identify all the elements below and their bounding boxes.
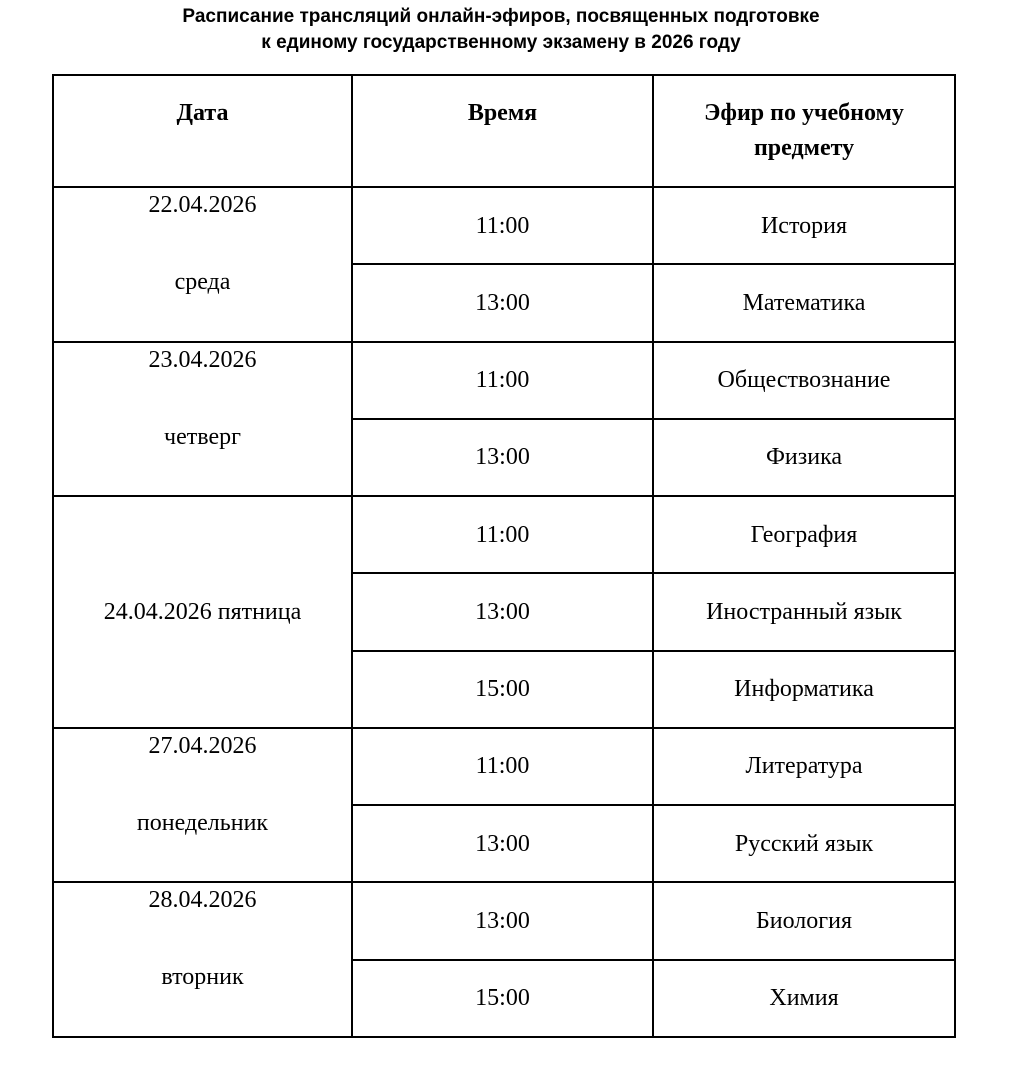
time-cell: 15:00	[352, 651, 653, 728]
subject-cell: Обществознание	[653, 342, 955, 419]
date-cell	[53, 728, 352, 883]
column-header-date: Дата	[53, 75, 352, 187]
subject-cell: Биология	[653, 882, 955, 959]
time-cell: 11:00	[352, 342, 653, 419]
day-weekday: вторник	[161, 964, 244, 991]
day-date: 24.04.2026 пятница	[103, 598, 302, 625]
time-cell: 11:00	[352, 496, 653, 573]
table-row	[53, 496, 955, 573]
day-weekday: четверг	[164, 423, 241, 450]
subject-cell: Литература	[653, 728, 955, 805]
time-cell: 13:00	[352, 882, 653, 959]
table-row	[53, 342, 955, 419]
subject-cell: География	[653, 496, 955, 573]
subject-cell: Физика	[653, 419, 955, 496]
time-cell: 13:00	[352, 805, 653, 882]
column-header-time: Время	[352, 75, 653, 187]
schedule-table	[52, 74, 956, 1038]
column-header-subject: Эфир по учебному предмету	[653, 75, 955, 187]
subject-cell: Математика	[653, 264, 955, 341]
date-cell	[53, 187, 352, 342]
day-weekday: понедельник	[136, 809, 269, 836]
subject-cell: Информатика	[653, 651, 955, 728]
date-cell	[53, 496, 352, 728]
day-weekday: среда	[174, 269, 231, 295]
time-cell: 13:00	[352, 264, 653, 341]
date-cell	[53, 342, 352, 497]
time-cell: 11:00	[352, 728, 653, 805]
day-date: 23.04.2026	[148, 346, 257, 373]
subject-cell: Иностранный язык	[653, 573, 955, 650]
day-date: 27.04.2026	[148, 732, 257, 759]
table-header-row	[53, 75, 955, 187]
document-title-line-2: к единому государственному экзамену в 2026 году	[261, 32, 741, 53]
day-date: 22.04.2026	[148, 192, 257, 218]
day-date: 28.04.2026	[148, 887, 257, 914]
time-cell: 15:00	[352, 960, 653, 1037]
document-title	[0, 4, 1002, 56]
time-cell: 13:00	[352, 573, 653, 650]
subject-cell: История	[653, 187, 955, 264]
time-cell: 13:00	[352, 419, 653, 496]
time-cell: 11:00	[352, 187, 653, 264]
table-row	[53, 728, 955, 805]
table-row	[53, 187, 955, 264]
table-row	[53, 882, 955, 959]
subject-cell: Химия	[653, 960, 955, 1037]
subject-cell: Русский язык	[653, 805, 955, 882]
document-title-line-1: Расписание трансляций онлайн-эфиров, посвященных подготовке	[182, 6, 820, 27]
date-cell	[53, 882, 352, 1037]
